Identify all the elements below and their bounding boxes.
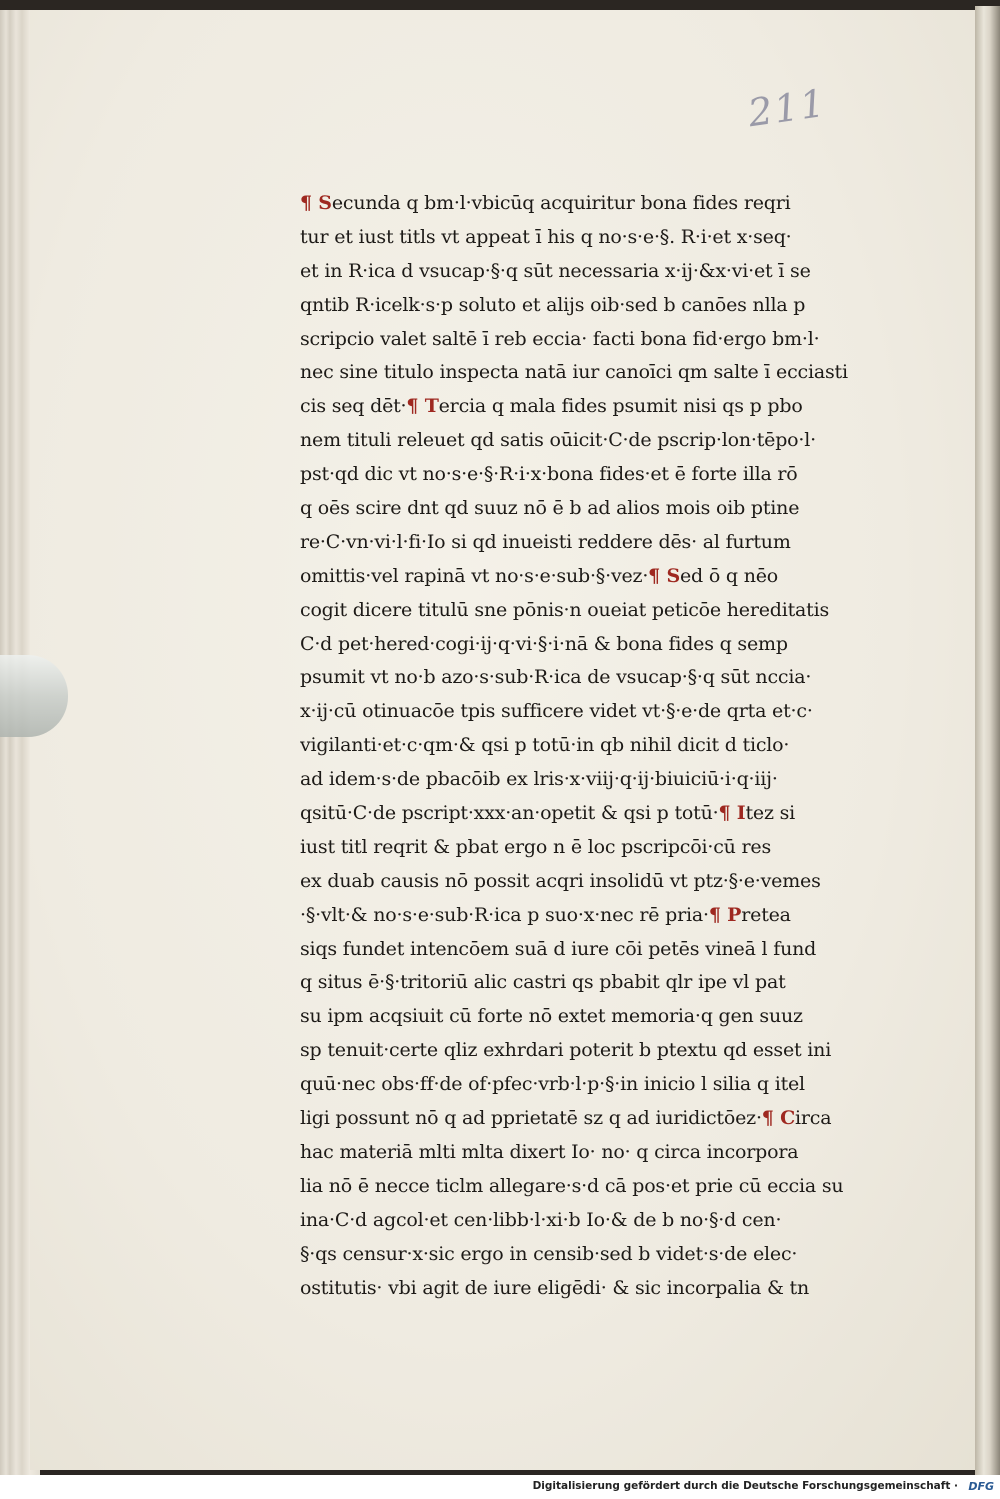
text-segment: ecunda q bm·l·vbicūq acquiritur bona fides reqri	[331, 192, 791, 214]
text-segment: qntib R·icelk·s·p soluto et alijs oib·sed b canōes nlla p	[300, 293, 806, 316]
text-line	[300, 661, 910, 695]
text-line	[300, 560, 910, 594]
text-segment: C·d pet·hered·cogi·ij·q·vi·§·i·nā & bona fides q semp	[300, 632, 788, 655]
rubric-initial: ¶ P	[708, 903, 742, 926]
text-line	[300, 966, 910, 1000]
text-line	[300, 1034, 910, 1068]
text-segment: quū·nec obs·ff·de of·pfec·vrb·l·p·§·in inicio l silia q itel	[300, 1073, 805, 1096]
text-line	[300, 1170, 910, 1204]
text-line	[300, 628, 910, 662]
text-line	[300, 1136, 910, 1170]
text-line	[300, 289, 910, 323]
text-segment: iust titl reqrit & pbat ergo n ē loc pscripcōi·cū res	[300, 835, 771, 858]
text-segment: lia nō ē necce ticlm allegare·s·d cā pos·et prie cū eccia su	[300, 1174, 844, 1197]
text-segment: nem tituli releuet qd satis oūicit·C·de pscrip·lon·tēpo·l·	[300, 429, 816, 452]
text-segment: tur et iust titls vt appeat ī his q no·s·e·§. R·i·et x·seq·	[300, 225, 792, 248]
text-segment: vigilanti·et·c·qm·& qsi p totū·in qb nihil dicit d ticlo·	[300, 734, 790, 757]
footer-bar	[0, 1475, 1000, 1499]
text-line	[300, 390, 910, 424]
incunable-text-block	[300, 187, 910, 1305]
text-line	[300, 865, 910, 899]
text-segment: omittis·vel rapinā vt no·s·e·sub·§·vez·	[300, 564, 649, 587]
text-line	[300, 221, 910, 255]
text-segment: nec sine titulo inspecta natā iur canoīci qm salte ī ecciasti	[300, 361, 848, 384]
text-segment: ed ō q nēo	[680, 564, 779, 587]
rubric-initial: ¶ C	[761, 1107, 796, 1130]
text-line	[300, 1272, 910, 1306]
text-segment: §·qs censur·x·sic ergo in censib·sed b videt·s·de elec·	[300, 1242, 798, 1265]
text-segment: hac materiā mlti mlta dixert Io· no· q circa incorpora	[300, 1140, 799, 1163]
text-segment: et in R·ica d vsucap·§·q sūt necessaria x·ij·&x·vi·et ī se	[300, 259, 811, 282]
text-segment: psumit vt no·b azo·s·sub·R·ica de vsucap·§·q sūt nccia·	[300, 666, 812, 689]
text-line	[300, 1068, 910, 1102]
text-line	[300, 356, 910, 390]
text-segment: tez si	[745, 802, 796, 825]
text-line	[300, 458, 910, 492]
right-page-edge	[975, 6, 1000, 1475]
text-segment: retea	[741, 903, 791, 926]
text-line	[300, 187, 910, 221]
text-line	[300, 424, 910, 458]
dfg-logo: DFG	[968, 1480, 994, 1493]
text-segment: ercia q mala fides psumit nisi qs p pbo	[438, 395, 803, 418]
rubric-initial: ¶ S	[648, 564, 680, 587]
text-segment: x·ij·cū otinuacōe tpis sufficere videt vt·§·e·de qrta et·c·	[300, 700, 813, 723]
text-line	[300, 899, 910, 933]
text-segment: ina·C·d agcol·et cen·libb·l·xi·b Io·& de b no·§·d cen·	[300, 1208, 782, 1231]
text-line	[300, 831, 910, 865]
text-line	[300, 526, 910, 560]
text-line	[300, 255, 910, 289]
rubric-initial: ¶ S	[300, 192, 332, 214]
text-segment: qsitū·C·de pscript·xxx·an·opetit & qsi p totū·	[300, 802, 719, 825]
text-line	[300, 1102, 910, 1136]
text-segment: ligi possunt nō q ad pprietatē sz q ad iuridictōez·	[300, 1107, 762, 1130]
text-segment: ad idem·s·de pbacōib ex lris·x·viij·q·ij·biuiciū·i·q·iij·	[300, 768, 778, 791]
text-segment: ex duab causis nō possit acqri insolidū vt ptz·§·e·vemes	[300, 869, 821, 892]
text-segment: cis seq dēt·	[300, 395, 407, 418]
text-segment: siqs fundet intencōem suā d iure cōi petēs vineā l fund	[300, 937, 817, 960]
funding-notice: Digitalisierung gefördert durch die Deutsche Forschungsgemeinschaft ·	[532, 1480, 958, 1492]
text-segment: pst·qd dic vt no·s·e·§·R·i·x·bona fides·et ē forte illa rō	[300, 463, 798, 486]
text-segment: scripcio valet saltē ī reb eccia· facti bona fid·ergo bm·l·	[300, 327, 820, 350]
text-line	[300, 594, 910, 628]
rubric-initial: ¶ T	[406, 395, 439, 418]
text-segment: q oēs scire dnt qd suuz nō ē b ad alios mois oib ptine	[300, 497, 800, 520]
text-segment: irca	[795, 1107, 832, 1130]
text-line	[300, 797, 910, 831]
text-segment: re·C·vn·vi·l·fi·Io si qd inueisti reddere dēs· al furtum	[300, 530, 791, 553]
text-line	[300, 492, 910, 526]
text-line	[300, 1238, 910, 1272]
text-line	[300, 729, 910, 763]
text-segment: su ipm acqsiuit cū forte nō extet memoria·q gen suuz	[300, 1005, 803, 1028]
text-segment: q situs ē·§·tritoriū alic castri qs pbabit qlr ipe vl pat	[300, 971, 786, 994]
rubric-initial: ¶ I	[718, 802, 746, 825]
text-segment: sp tenuit·certe qliz exhrdari poterit b ptextu qd esset ini	[300, 1039, 832, 1062]
text-line	[300, 1000, 910, 1034]
text-segment: ·§·vlt·& no·s·e·sub·R·ica p suo·x·nec rē pria·	[300, 903, 709, 926]
text-line	[300, 1204, 910, 1238]
text-segment: cogit dicere titulū sne pōnis·n oueiat peticōe hereditatis	[300, 598, 830, 621]
text-line	[300, 695, 910, 729]
text-line	[300, 323, 910, 357]
folio-mark: 211	[745, 80, 830, 136]
text-line	[300, 933, 910, 967]
text-segment: ostitutis· vbi agit de iure eligēdi· & sic incorpalia & tn	[300, 1276, 809, 1299]
text-line	[300, 763, 910, 797]
